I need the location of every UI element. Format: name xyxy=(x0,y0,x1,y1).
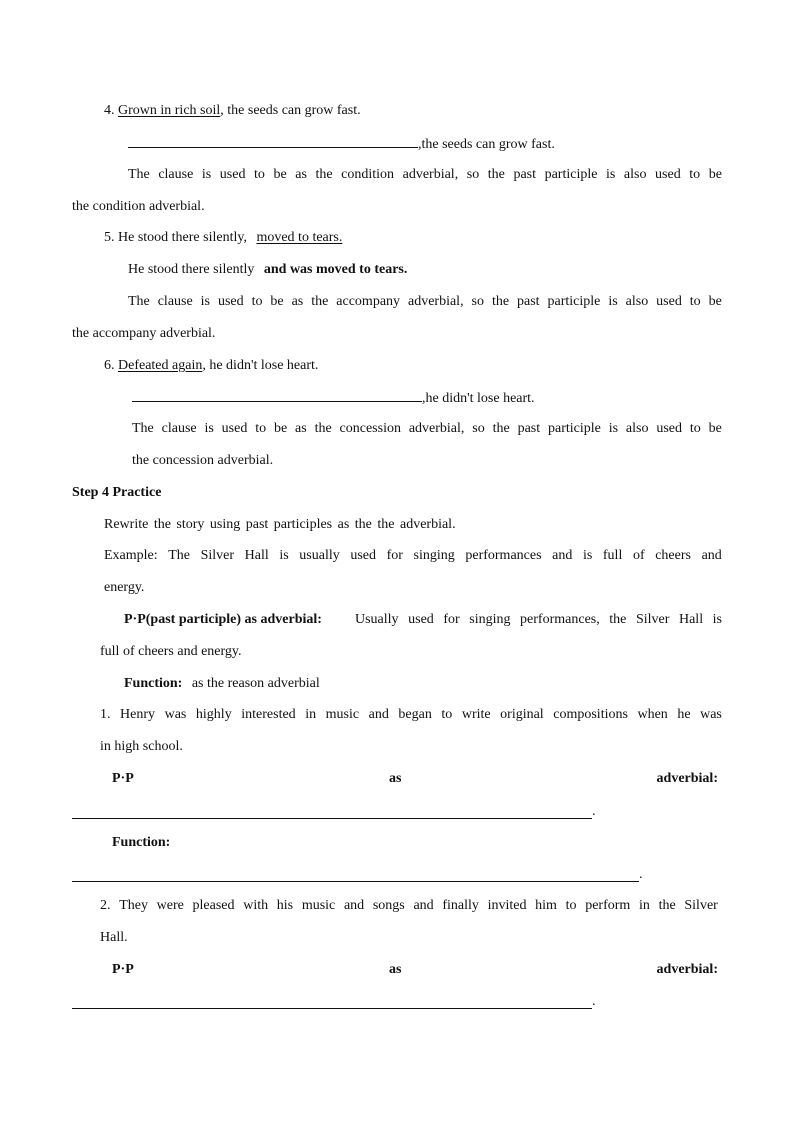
question-1-pp-period: . xyxy=(592,804,596,819)
word: was xyxy=(164,707,187,722)
word: to xyxy=(251,294,263,309)
word: the xyxy=(658,898,676,913)
question-1-pp-answer-line[interactable] xyxy=(72,818,592,819)
word: as xyxy=(295,167,307,182)
word: used xyxy=(408,612,434,627)
question-2-pp-label xyxy=(112,961,718,979)
word: is xyxy=(201,167,212,182)
word: be xyxy=(270,294,284,309)
item-6-rest: , he didn't lose heart. xyxy=(202,358,319,373)
word: used xyxy=(219,167,246,182)
item-4-answer-blank[interactable] xyxy=(128,134,418,148)
item-4-sentence xyxy=(104,102,361,120)
word: is xyxy=(200,294,210,309)
word: as xyxy=(388,962,402,977)
word: and xyxy=(552,548,573,563)
item-6-explanation-line1 xyxy=(132,420,722,438)
word: music xyxy=(325,707,360,722)
word: adverbial, xyxy=(402,167,459,182)
question-1-function-period: . xyxy=(639,867,643,882)
word: finally xyxy=(442,898,479,913)
word: participle xyxy=(547,421,601,436)
word: for xyxy=(443,612,460,627)
word: to xyxy=(689,167,701,182)
function-value: as the reason adverbial xyxy=(191,676,320,691)
item-6-sentence xyxy=(104,357,318,375)
item-5-underlined-phrase: moved to tears. xyxy=(256,230,343,245)
word: 1. xyxy=(100,707,111,722)
item-5-number: 5. xyxy=(104,230,115,245)
word: the xyxy=(491,294,510,309)
question-1-function-label: Function: xyxy=(112,835,171,850)
word: singing xyxy=(413,548,455,563)
item-6-answer-blank[interactable] xyxy=(132,388,422,402)
word: interested xyxy=(241,707,296,722)
word: is xyxy=(606,167,616,182)
word: to xyxy=(254,167,265,182)
word: used xyxy=(656,294,682,309)
example-line1 xyxy=(104,547,722,565)
word: highly xyxy=(195,707,232,722)
word: used xyxy=(655,167,681,182)
word: the xyxy=(311,294,329,309)
word: The xyxy=(168,548,191,563)
item-5-rewrite xyxy=(128,261,407,279)
word: accompany xyxy=(336,294,401,309)
item-4-blank-rest: ,the seeds can grow fast. xyxy=(418,137,555,152)
word: full xyxy=(602,548,623,563)
item-6-number: 6. xyxy=(104,358,115,373)
pp-label: P·P(past participle) as adverbial: xyxy=(124,612,322,627)
question-2-pp-period: . xyxy=(592,994,596,1009)
pp-example-line1 xyxy=(355,611,722,629)
word: is xyxy=(608,294,618,309)
item-4-rewrite xyxy=(128,134,555,154)
word: so xyxy=(472,421,485,436)
word: adverbial, xyxy=(408,421,465,436)
word: in xyxy=(639,898,650,913)
word: adverbial: xyxy=(656,962,718,977)
word: and xyxy=(343,898,365,913)
word: be xyxy=(708,167,722,182)
word: Silver xyxy=(635,612,670,627)
word: the xyxy=(492,421,510,436)
word: singing xyxy=(469,612,511,627)
word: also xyxy=(623,167,647,182)
word: and xyxy=(413,898,434,913)
word: The xyxy=(128,167,150,182)
word: Example: xyxy=(104,548,158,563)
word: to xyxy=(255,421,267,436)
word: performances, xyxy=(520,612,600,627)
word: in xyxy=(305,707,317,722)
word: Usually xyxy=(355,612,399,627)
word: P·P xyxy=(112,771,134,786)
word: perform xyxy=(585,898,631,913)
item-4-underlined-phrase: Grown in rich soil xyxy=(118,103,221,118)
word: of xyxy=(632,548,645,563)
word: music xyxy=(301,898,336,913)
item-6-explanation-line2: the concession adverbial. xyxy=(132,453,274,468)
word: to xyxy=(441,707,453,722)
item-6-rewrite xyxy=(132,388,535,408)
word: is xyxy=(279,548,289,563)
word: cheers xyxy=(655,548,691,563)
word: pleased xyxy=(192,898,235,913)
word: original xyxy=(500,707,544,722)
item-4-number: 4. xyxy=(104,103,115,118)
word: compositions xyxy=(553,707,628,722)
item-5-rewrite-prefix: He stood there silently xyxy=(128,262,255,277)
word: Hall xyxy=(678,612,704,627)
word: used xyxy=(656,421,683,436)
word: the xyxy=(314,421,332,436)
word: condition xyxy=(341,167,395,182)
word: as xyxy=(291,294,304,309)
word: and xyxy=(368,707,389,722)
word: used xyxy=(217,294,244,309)
item-5-explanation-line2: the accompany adverbial. xyxy=(72,326,216,341)
word: past xyxy=(513,167,537,182)
item-5-rewrite-bold: and was moved to tears. xyxy=(263,262,408,277)
word: with xyxy=(243,898,269,913)
word: adverbial, xyxy=(407,294,464,309)
word: clause xyxy=(157,294,193,309)
item-4-rest: , the seeds can grow fast. xyxy=(220,103,361,118)
word: be xyxy=(273,421,288,436)
word: began xyxy=(398,707,432,722)
word: past xyxy=(517,294,540,309)
question-1-function-answer-line[interactable] xyxy=(72,881,639,882)
question-2-line1 xyxy=(100,897,718,915)
word: were xyxy=(156,898,184,913)
word: Silver xyxy=(684,898,718,913)
word: is xyxy=(608,421,619,436)
word: when xyxy=(637,707,668,722)
word: is xyxy=(582,548,593,563)
word: the xyxy=(315,167,333,182)
word: as xyxy=(388,771,402,786)
item-4-explanation-line2: the condition adverbial. xyxy=(72,199,205,214)
item-5-explanation-line1 xyxy=(128,293,722,311)
word: used xyxy=(221,421,248,436)
word: Silver xyxy=(200,548,235,563)
word: past xyxy=(517,421,541,436)
word: clause xyxy=(161,421,197,436)
word: clause xyxy=(158,167,194,182)
word: also xyxy=(625,294,649,309)
word: to xyxy=(565,898,577,913)
item-4-explanation-line1 xyxy=(128,166,722,184)
word: as xyxy=(295,421,307,436)
word: participle xyxy=(547,294,601,309)
word: used xyxy=(350,548,377,563)
word: for xyxy=(386,548,403,563)
word: him xyxy=(535,898,557,913)
question-1-line1 xyxy=(100,706,722,724)
word: 2. xyxy=(100,898,111,913)
word: The xyxy=(132,421,154,436)
word: Hall xyxy=(244,548,269,563)
word: The xyxy=(128,294,150,309)
word: so xyxy=(471,294,484,309)
question-1-line2: in high school. xyxy=(100,739,183,754)
example-line2: energy. xyxy=(104,580,145,595)
word: participle xyxy=(544,167,598,182)
function-example xyxy=(124,675,320,693)
item-6-blank-rest: ,he didn't lose heart. xyxy=(422,391,535,406)
function-label: Function: xyxy=(124,676,183,691)
word: write xyxy=(461,707,491,722)
word: usually xyxy=(299,548,340,563)
word: songs xyxy=(372,898,405,913)
word: to xyxy=(689,421,701,436)
item-5-prefix: He stood there silently, xyxy=(118,230,247,245)
word: is xyxy=(712,612,722,627)
word: to xyxy=(689,294,701,309)
word: concession xyxy=(339,421,401,436)
word: was xyxy=(700,707,722,722)
word: so xyxy=(466,167,480,182)
word: P·P xyxy=(112,962,134,977)
word: his xyxy=(276,898,294,913)
word: invited xyxy=(487,898,527,913)
word: and xyxy=(701,548,722,563)
question-2-line2: Hall. xyxy=(100,930,128,945)
pp-example-line2: full of cheers and energy. xyxy=(100,644,242,659)
step-4-heading: Step 4 Practice xyxy=(72,485,162,500)
item-5-sentence xyxy=(104,229,342,247)
step-4-instruction: Rewrite the story using past participles as the the adverbial. xyxy=(104,517,456,532)
word: be xyxy=(708,294,722,309)
word: They xyxy=(119,898,148,913)
word: adverbial: xyxy=(656,771,718,786)
word: performances xyxy=(465,548,542,563)
word: the xyxy=(487,167,505,182)
word: Henry xyxy=(120,707,156,722)
question-1-pp-label xyxy=(112,770,718,788)
word: he xyxy=(677,707,691,722)
word: the xyxy=(609,612,627,627)
item-6-underlined-phrase: Defeated again xyxy=(118,358,203,373)
word: be xyxy=(708,421,722,436)
question-2-pp-answer-line[interactable] xyxy=(72,1008,592,1009)
word: be xyxy=(273,167,287,182)
word: is xyxy=(204,421,214,436)
word: also xyxy=(625,421,649,436)
